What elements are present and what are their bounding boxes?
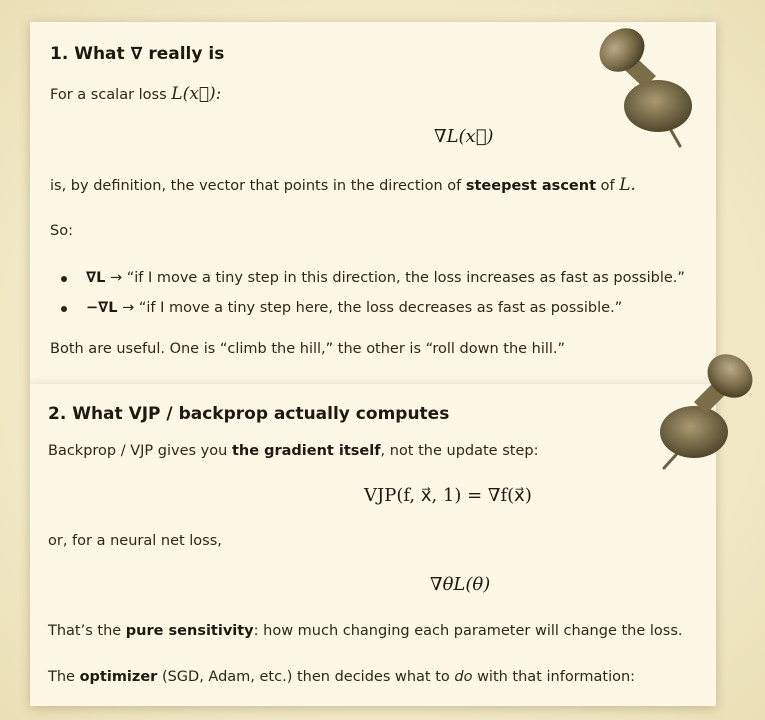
- bullet-dot: [61, 276, 67, 282]
- intro-post: , not the update step:: [380, 443, 539, 459]
- section1-heading: 1. What ∇ really is: [50, 44, 225, 64]
- definition-math: L.: [619, 175, 636, 195]
- section2-heading: 2. What VJP / backprop actually computes: [48, 404, 450, 424]
- bullet-bold: −∇L: [86, 300, 118, 316]
- or-text: or, for a neural net loss,: [48, 533, 222, 549]
- gradient-formula-text: ∇L(x⃗): [434, 126, 494, 147]
- intro-bold: the gradient itself: [231, 443, 381, 459]
- sensitivity-line: [48, 623, 683, 639]
- bullet-bold: ∇L: [86, 270, 106, 286]
- sens-pre: That’s the: [48, 623, 122, 639]
- pushpin-icon: [592, 22, 702, 150]
- intro-text: For a scalar loss: [50, 87, 167, 103]
- section1-definition: [50, 175, 636, 195]
- definition-pre: is, by definition, the vector that points in the direction of: [50, 178, 462, 194]
- section1-closing: Both are useful. One is “climb the hill,” the other is “roll down the hill.”: [50, 341, 566, 357]
- opt-pre: The: [48, 669, 75, 685]
- bullet-dot: [61, 306, 67, 312]
- sens-bold: pure sensitivity: [125, 623, 254, 639]
- theta-gradient-formula: [430, 574, 490, 595]
- bullet-item-ascent: [86, 270, 685, 286]
- bullet-text: → “if I move a tiny step in this direction, the loss increases as fast as possible.”: [109, 270, 685, 286]
- opt-bold: optimizer: [79, 669, 158, 685]
- pin-base: [660, 406, 728, 458]
- bullet-item-descent: [86, 300, 622, 316]
- opt-post: with that information:: [477, 669, 636, 685]
- section2-intro: [48, 443, 538, 459]
- intro-pre: Backprop / VJP gives you: [48, 443, 228, 459]
- pushpin-icon: [654, 350, 758, 474]
- sens-post: : how much changing each parameter will change the loss.: [253, 623, 683, 639]
- definition-post: of: [600, 178, 615, 194]
- so-label: So:: [50, 223, 73, 239]
- opt-italic: do: [454, 669, 473, 685]
- pin-base: [624, 80, 692, 132]
- optimizer-line: [48, 669, 635, 685]
- intro-math: L(x⃗):: [171, 84, 222, 104]
- gradient-formula: [434, 126, 494, 147]
- vjp-formula: VJP(f, x⃗, 1) = ∇f(x⃗): [364, 485, 532, 506]
- opt-mid: (SGD, Adam, etc.) then decides what to: [161, 669, 450, 685]
- theta-gradient-text: ∇θL(θ): [430, 574, 491, 595]
- section1-intro: [50, 84, 221, 104]
- bullet-text: → “if I move a tiny step here, the loss decreases as fast as possible.”: [122, 300, 623, 316]
- definition-bold: steepest ascent: [465, 178, 596, 194]
